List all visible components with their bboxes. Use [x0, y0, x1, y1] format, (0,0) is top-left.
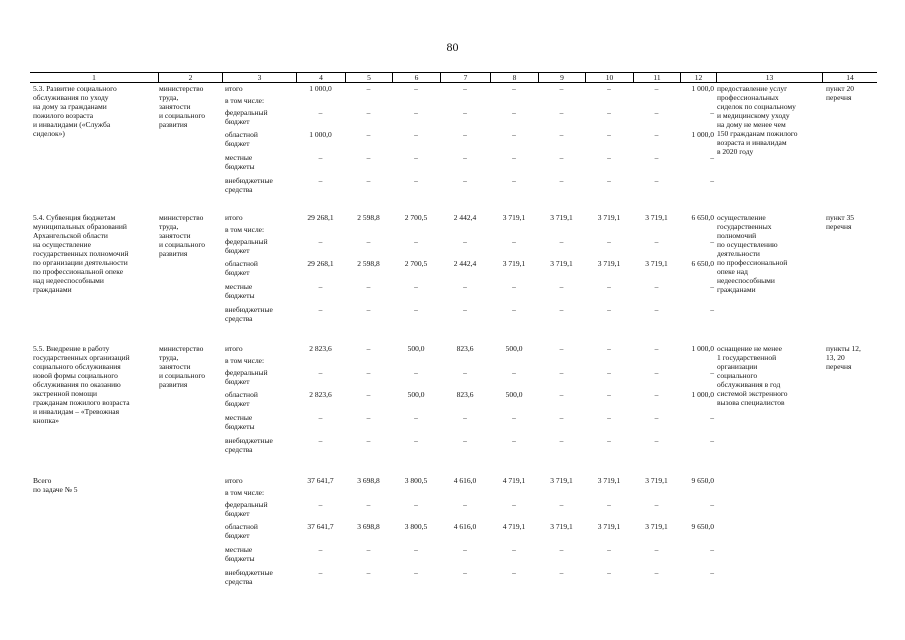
funding-value: –	[654, 568, 659, 577]
funding-value: –	[512, 413, 516, 422]
funding-value: –	[366, 153, 371, 162]
funding-value: –	[512, 568, 516, 577]
funding-value: –	[318, 108, 323, 117]
funding-value: 2 598,8	[357, 213, 380, 222]
funding-source-label: внебюджетные средства	[225, 436, 273, 454]
funding-value: –	[559, 84, 564, 93]
funding-value: –	[607, 305, 611, 314]
funding-value: –	[318, 368, 323, 377]
measure-title: Всего по задаче № 5	[33, 476, 78, 494]
funding-value: –	[559, 344, 564, 353]
funding-value: 2 700,5	[404, 259, 428, 268]
funding-source-label: итого	[225, 476, 243, 485]
funding-value: –	[710, 500, 714, 509]
expected-result: осуществление государственных полномочий по осуществлению деятельности по профессиональной опеке над недееспособными гражданами	[717, 213, 788, 294]
header-col-10: 10	[585, 73, 633, 82]
funding-source-label: в том числе:	[225, 488, 265, 497]
funding-value: –	[366, 237, 371, 246]
funding-value: –	[607, 108, 611, 117]
funding-value: –	[710, 545, 714, 554]
funding-value: –	[654, 413, 659, 422]
funding-value: –	[654, 436, 659, 445]
funding-value: –	[366, 413, 371, 422]
funding-value: –	[318, 282, 323, 291]
funding-value: 3 719,1	[597, 259, 621, 268]
funding-value: –	[318, 153, 323, 162]
funding-source-label: в том числе:	[225, 356, 265, 365]
funding-value: 37 641,7	[307, 522, 334, 531]
funding-source-label: федеральный бюджет	[225, 108, 268, 126]
funding-value: –	[607, 344, 611, 353]
funding-value: –	[318, 176, 323, 185]
funding-value: –	[654, 282, 659, 291]
funding-value: –	[559, 500, 564, 509]
funding-value: 2 700,5	[404, 213, 428, 222]
funding-value: –	[559, 436, 564, 445]
funding-value: 3 719,1	[550, 259, 573, 268]
funding-value: 1 000,0	[309, 84, 332, 93]
funding-value: 3 719,1	[597, 213, 621, 222]
funding-value: –	[710, 413, 714, 422]
funding-value: –	[366, 500, 371, 509]
funding-value: –	[463, 413, 467, 422]
funding-source-label: местные бюджеты	[225, 413, 255, 431]
funding-value: –	[710, 568, 714, 577]
funding-value: 1 000,0	[691, 130, 714, 139]
funding-value: –	[414, 368, 418, 377]
funding-value: 500,0	[407, 390, 425, 399]
funding-value: –	[512, 305, 516, 314]
funding-value: –	[654, 153, 659, 162]
funding-value: –	[512, 368, 516, 377]
funding-value: 3 719,1	[550, 213, 573, 222]
header-col-13: 13	[716, 73, 822, 82]
funding-value: 29 268,1	[307, 213, 334, 222]
funding-value: –	[607, 130, 611, 139]
funding-value: 3 698,8	[357, 522, 380, 531]
funding-value: –	[463, 368, 467, 377]
funding-value: 3 719,1	[645, 213, 668, 222]
funding-source-label: в том числе:	[225, 225, 265, 234]
funding-value: 3 719,1	[645, 259, 668, 268]
funding-value: –	[607, 436, 611, 445]
funding-value: –	[463, 568, 467, 577]
funding-value: –	[654, 500, 659, 509]
funding-value: –	[607, 368, 611, 377]
funding-value: –	[414, 545, 418, 554]
funding-value: –	[414, 436, 418, 445]
page-number: 80	[446, 40, 459, 54]
funding-value: –	[654, 545, 659, 554]
funding-value: –	[654, 237, 659, 246]
funding-value: –	[512, 130, 516, 139]
funding-value: –	[559, 413, 564, 422]
funding-value: –	[710, 153, 714, 162]
funding-value: –	[463, 237, 467, 246]
funding-value: 4 616,0	[453, 476, 477, 485]
funding-value: –	[559, 176, 564, 185]
funding-source-label: федеральный бюджет	[225, 237, 268, 255]
funding-value: –	[559, 568, 564, 577]
funding-value: 4 616,0	[453, 522, 477, 531]
executor: министерство труда, занятости и социального развития	[159, 84, 205, 129]
funding-value: –	[654, 305, 659, 314]
funding-value: –	[559, 545, 564, 554]
funding-value: –	[463, 500, 467, 509]
funding-value: –	[654, 108, 659, 117]
funding-value: –	[710, 282, 714, 291]
funding-value: –	[559, 108, 564, 117]
funding-value: –	[366, 368, 371, 377]
funding-value: –	[559, 368, 564, 377]
funding-source-label: итого	[225, 84, 243, 93]
funding-value: 823,6	[456, 344, 474, 353]
funding-value: 3 719,1	[597, 476, 621, 485]
funding-value: –	[318, 500, 323, 509]
funding-value: –	[512, 282, 516, 291]
measure-title: 5.4. Субвенция бюджетам муниципальных образований Архангельской области на осуществление государственных полномочий по организации деятельности по профессиональной опеке над недееспособными гражданами	[33, 213, 129, 294]
funding-value: –	[559, 237, 564, 246]
funding-value: 3 800,5	[404, 522, 428, 531]
header-col-8: 8	[490, 73, 538, 82]
funding-source-label: областной бюджет	[225, 522, 258, 540]
funding-value: –	[366, 305, 371, 314]
funding-value: 37 641,7	[307, 476, 334, 485]
funding-value: –	[463, 84, 467, 93]
funding-value: –	[512, 237, 516, 246]
funding-source-label: местные бюджеты	[225, 282, 255, 300]
funding-value: –	[512, 108, 516, 117]
funding-value: 3 719,1	[645, 522, 668, 531]
funding-source-label: внебюджетные средства	[225, 305, 273, 323]
funding-value: –	[710, 305, 714, 314]
funding-value: –	[559, 390, 564, 399]
funding-value: –	[559, 305, 564, 314]
funding-value: 3 800,5	[404, 476, 428, 485]
funding-value: –	[607, 282, 611, 291]
funding-value: –	[710, 108, 714, 117]
funding-value: –	[607, 84, 611, 93]
funding-value: –	[607, 500, 611, 509]
funding-source-label: областной бюджет	[225, 259, 258, 277]
funding-value: –	[414, 84, 418, 93]
funding-value: –	[366, 282, 371, 291]
funding-value: –	[463, 153, 467, 162]
header-col-7: 7	[440, 73, 490, 82]
header-col-11: 11	[633, 73, 680, 82]
expected-result: предоставление услуг профессиональных сиделок по социальному и медицинскому уходу на дому не менее чем 150 гражданам пожилого возраста и инвалидам в 2020 году	[717, 84, 798, 156]
funding-value: –	[654, 130, 659, 139]
funding-source-label: итого	[225, 344, 243, 353]
funding-value: 2 442,4	[453, 259, 477, 268]
funding-value: –	[366, 436, 371, 445]
funding-value: –	[607, 545, 611, 554]
header-col-3: 3	[222, 73, 296, 82]
funding-value: 29 268,1	[307, 259, 334, 268]
funding-value: –	[710, 368, 714, 377]
funding-value: –	[710, 436, 714, 445]
funding-value: –	[318, 436, 323, 445]
funding-value: –	[512, 436, 516, 445]
funding-value: 500,0	[505, 390, 523, 399]
expected-result: оснащение не менее 1 государственной организации социального обслуживания в год системой экстренного вызова специалистов	[717, 344, 788, 407]
funding-value: –	[414, 153, 418, 162]
funding-value: 9 650,0	[691, 522, 714, 531]
executor: министерство труда, занятости и социального развития	[159, 344, 205, 389]
funding-value: –	[366, 108, 371, 117]
header-col-1: 1	[92, 73, 96, 82]
funding-value: 9 650,0	[691, 476, 714, 485]
funding-value: 1 000,0	[309, 130, 332, 139]
funding-value: –	[366, 176, 371, 185]
funding-value: –	[463, 545, 467, 554]
funding-value: 3 719,1	[645, 476, 668, 485]
funding-value: –	[414, 568, 418, 577]
funding-value: 3 719,1	[502, 259, 526, 268]
header-col-9: 9	[538, 73, 585, 82]
funding-value: –	[414, 413, 418, 422]
funding-value: –	[414, 305, 418, 314]
funding-value: 4 719,1	[502, 476, 526, 485]
funding-value: –	[366, 568, 371, 577]
funding-value: –	[512, 153, 516, 162]
funding-value: –	[607, 153, 611, 162]
funding-value: –	[318, 413, 323, 422]
table-header	[30, 72, 877, 83]
funding-value: –	[607, 568, 611, 577]
funding-value: 3 719,1	[550, 522, 573, 531]
funding-value: –	[559, 282, 564, 291]
funding-value: 2 442,4	[453, 213, 477, 222]
measure-title: 5.3. Развитие социального обслуживания по уходу на дому за гражданами пожилого возраста и инвалидами («Служба сиделок»)	[33, 84, 117, 138]
funding-value: –	[463, 176, 467, 185]
funding-value: –	[463, 130, 467, 139]
funding-value: 6 650,0	[691, 213, 714, 222]
funding-source-label: внебюджетные средства	[225, 568, 273, 586]
funding-source-label: областной бюджет	[225, 130, 258, 148]
funding-value: –	[463, 108, 467, 117]
funding-value: –	[654, 84, 659, 93]
funding-value: –	[366, 130, 371, 139]
funding-value: 1 000,0	[691, 390, 714, 399]
funding-value: –	[654, 176, 659, 185]
funding-value: 1 000,0	[691, 84, 714, 93]
funding-value: –	[318, 568, 323, 577]
funding-value: 3 719,1	[597, 522, 621, 531]
funding-source-label: областной бюджет	[225, 390, 258, 408]
funding-source-label: итого	[225, 213, 243, 222]
indicator-reference: пункты 12, 13, 20 перечня	[826, 344, 861, 371]
funding-value: 823,6	[456, 390, 474, 399]
header-col-14: 14	[822, 73, 877, 82]
funding-value: –	[559, 153, 564, 162]
funding-source-label: федеральный бюджет	[225, 500, 268, 518]
funding-value: –	[654, 368, 659, 377]
funding-value: –	[710, 176, 714, 185]
funding-value: 2 823,6	[309, 390, 332, 399]
header-col-2: 2	[158, 73, 222, 82]
funding-value: –	[463, 282, 467, 291]
funding-value: 2 823,6	[309, 344, 332, 353]
funding-value: –	[414, 237, 418, 246]
funding-value: 6 650,0	[691, 259, 714, 268]
funding-value: 3 719,1	[502, 213, 526, 222]
funding-value: –	[710, 237, 714, 246]
funding-source-label: внебюджетные средства	[225, 176, 273, 194]
funding-value: –	[607, 176, 611, 185]
funding-value: 3 719,1	[550, 476, 573, 485]
funding-source-label: местные бюджеты	[225, 545, 255, 563]
indicator-reference: пункт 35 перечня	[826, 213, 854, 231]
indicator-reference: пункт 20 перечня	[826, 84, 854, 102]
funding-value: –	[414, 500, 418, 509]
header-col-4: 4	[296, 73, 345, 82]
funding-source-label: федеральный бюджет	[225, 368, 268, 386]
funding-value: –	[512, 500, 516, 509]
funding-value: –	[463, 436, 467, 445]
funding-source-label: местные бюджеты	[225, 153, 255, 171]
funding-value: –	[366, 344, 371, 353]
funding-value: –	[414, 108, 418, 117]
funding-value: –	[559, 130, 564, 139]
funding-value: –	[318, 305, 323, 314]
funding-value: 500,0	[505, 344, 523, 353]
funding-value: –	[366, 545, 371, 554]
funding-source-label: в том числе:	[225, 96, 265, 105]
funding-value: –	[607, 237, 611, 246]
funding-value: –	[607, 413, 611, 422]
funding-value: –	[366, 84, 371, 93]
funding-value: –	[512, 84, 516, 93]
funding-value: –	[512, 545, 516, 554]
funding-value: –	[414, 176, 418, 185]
funding-value: 1 000,0	[691, 344, 714, 353]
header-col-12: 12	[680, 73, 716, 82]
funding-value: –	[512, 176, 516, 185]
measure-title: 5.5. Внедрение в работу государственных организаций социального обслуживания новой формы социального обслуживания по оказанию экстренной помощи гражданам пожилого возраста и инвалидам – «Тревожная кнопка»	[33, 344, 130, 425]
funding-value: –	[607, 390, 611, 399]
funding-value: 2 598,8	[357, 259, 380, 268]
funding-value: 4 719,1	[502, 522, 526, 531]
funding-value: –	[366, 390, 371, 399]
funding-value: 3 698,8	[357, 476, 380, 485]
funding-value: 500,0	[407, 344, 425, 353]
header-col-5: 5	[345, 73, 392, 82]
funding-value: –	[414, 282, 418, 291]
funding-value: –	[654, 344, 659, 353]
funding-value: –	[654, 390, 659, 399]
funding-value: –	[318, 237, 323, 246]
executor: министерство труда, занятости и социального развития	[159, 213, 205, 258]
funding-value: –	[414, 130, 418, 139]
funding-value: –	[318, 545, 323, 554]
header-col-6: 6	[392, 73, 440, 82]
funding-value: –	[463, 305, 467, 314]
